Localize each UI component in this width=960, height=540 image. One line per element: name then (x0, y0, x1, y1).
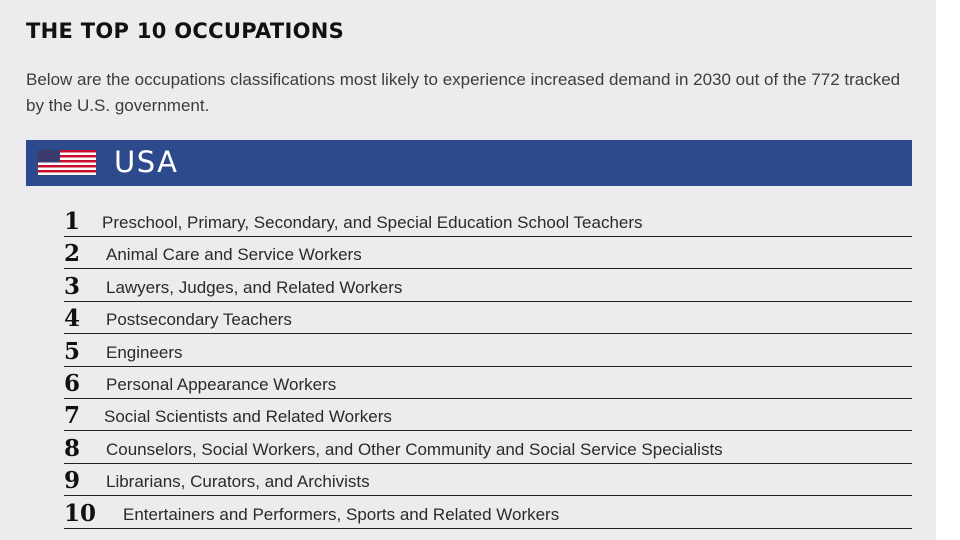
rank-number: 7 (64, 402, 81, 430)
occupation-label: Librarians, Curators, and Archivists (106, 472, 370, 492)
page-title: THE TOP 10 OCCUPATIONS (26, 19, 345, 43)
list-item (64, 432, 912, 464)
page-subtitle: Below are the occupations classifications most likely to experience increased demand in 2030 out of the 772 tracked by the U.S. government. (26, 70, 901, 115)
rank-number: 4 (64, 305, 81, 333)
country-banner (26, 140, 912, 186)
list-item (64, 302, 912, 334)
occupation-label: Preschool, Primary, Secondary, and Special Education School Teachers (102, 213, 643, 232)
rank-number: 3 (64, 272, 81, 300)
list-item (64, 237, 912, 269)
occupation-label: Engineers (106, 342, 183, 362)
us-flag-icon (38, 150, 96, 175)
rank-number: 1 (64, 208, 81, 235)
occupation-label: Counselors, Social Workers, and Other Community and Social Service Specialists (106, 439, 723, 459)
occupation-label: Personal Appearance Workers (106, 374, 337, 394)
rank-number: 9 (64, 467, 81, 495)
occupation-label: Animal Care and Service Workers (106, 245, 362, 265)
rank-number: 8 (64, 434, 81, 462)
list-item (64, 497, 912, 529)
rank-number: 10 (64, 499, 97, 527)
rank-number: 5 (64, 337, 81, 365)
list-item (64, 367, 912, 399)
list-item (64, 335, 912, 367)
list-item (64, 205, 912, 237)
occupation-label: Entertainers and Performers, Sports and Related Workers (123, 504, 560, 524)
country-label: USA (114, 145, 179, 179)
rank-number: 2 (64, 240, 81, 268)
occupation-label: Postsecondary Teachers (106, 310, 292, 330)
list-item (64, 270, 912, 302)
rank-number: 6 (64, 369, 81, 397)
occupation-label: Lawyers, Judges, and Related Workers (106, 277, 403, 297)
occupation-list (64, 205, 912, 529)
list-item (64, 399, 912, 431)
list-item (64, 464, 912, 496)
occupation-label: Social Scientists and Related Workers (104, 407, 392, 427)
